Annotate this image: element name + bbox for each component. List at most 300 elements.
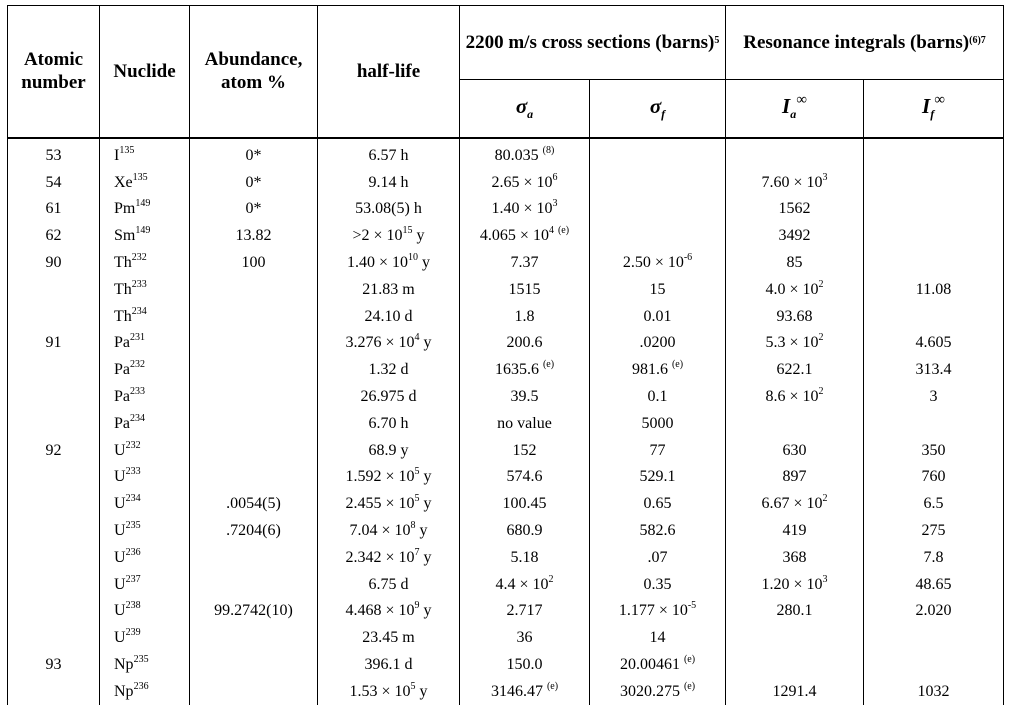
cell-nuclide <box>100 330 190 357</box>
half-life-unit: y <box>418 254 431 272</box>
cell-i-a <box>726 464 864 491</box>
table-row <box>8 223 1004 250</box>
mass-number: 149 <box>135 225 151 237</box>
i-f-value: 48.65 <box>915 575 952 593</box>
i-a-value: 419 <box>782 522 807 540</box>
element-symbol: I <box>114 146 120 164</box>
cell-i-a <box>726 330 864 357</box>
cell-i-a <box>726 678 864 705</box>
cell-sigma-a <box>460 250 590 277</box>
sigma-a-value: 680.9 <box>506 522 543 540</box>
sigma-a-value: 152 <box>512 441 537 459</box>
cell-i-f <box>864 571 1004 598</box>
cell-i-a <box>726 652 864 679</box>
cell-i-f <box>864 250 1004 277</box>
i-f-superscript: ∞ <box>934 92 945 109</box>
cell-half-life <box>318 357 460 384</box>
sigma-a-value: 39.5 <box>510 388 539 406</box>
cell-half-life <box>318 410 460 437</box>
cell-abundance <box>190 464 318 491</box>
cell-nuclide <box>100 625 190 652</box>
cell-z <box>8 303 100 330</box>
cell-z <box>8 652 100 679</box>
cell-z <box>8 491 100 518</box>
cell-half-life <box>318 678 460 705</box>
cell-abundance <box>190 330 318 357</box>
half-life-exponent: 10 <box>408 252 419 264</box>
sigma-f-value: 0.65 <box>643 495 672 513</box>
cell-half-life <box>318 384 460 411</box>
sigma-a-value: 1515 <box>508 280 541 298</box>
element-symbol: Pa <box>114 414 130 432</box>
cell-nuclide <box>100 518 190 545</box>
table-row <box>8 330 1004 357</box>
i-a-exponent: 3 <box>822 171 828 183</box>
sigma-a-value: 4.4 × 10 <box>495 575 549 593</box>
i-a-value: 85 <box>786 254 803 272</box>
i-a-value: 8.6 × 10 <box>765 388 819 406</box>
table-row <box>8 196 1004 223</box>
half-life-value: 9.14 h <box>368 173 409 191</box>
half-life-value: 53.08(5) h <box>355 200 422 218</box>
table-row <box>8 357 1004 384</box>
mass-number: 238 <box>125 600 141 612</box>
cell-abundance <box>190 625 318 652</box>
i-a-value: 6.67 × 10 <box>761 495 823 513</box>
cell-abundance <box>190 196 318 223</box>
header-cross-sections <box>460 6 726 80</box>
mass-number: 232 <box>125 439 141 451</box>
element-symbol: Pa <box>114 334 130 352</box>
half-life-value: 6.70 h <box>368 414 409 432</box>
resonance-note: (6)7 <box>969 35 986 46</box>
cell-i-f <box>864 223 1004 250</box>
mass-number: 231 <box>130 332 145 344</box>
table-row <box>8 303 1004 330</box>
cell-i-a <box>726 518 864 545</box>
cell-abundance <box>190 678 318 705</box>
table-row <box>8 571 1004 598</box>
nuclide-table <box>7 5 1004 705</box>
sigma-a-note: (e) <box>542 359 555 371</box>
cell-i-f <box>864 169 1004 196</box>
mass-number: 234 <box>125 493 141 505</box>
element-symbol: U <box>114 629 126 647</box>
sigma-a-value: 100.45 <box>502 495 547 513</box>
sigma-f-value: 0.35 <box>643 575 672 593</box>
header-resonance <box>726 6 1004 80</box>
cell-z <box>8 410 100 437</box>
cell-z <box>8 357 100 384</box>
cell-sigma-a <box>460 223 590 250</box>
sigma-f-value: 5000 <box>641 414 674 432</box>
sigma-f-symbol: σ <box>649 94 662 119</box>
cell-abundance <box>190 384 318 411</box>
sigma-a-value: 4.065 × 10 <box>479 227 549 245</box>
cell-i-a <box>726 223 864 250</box>
table-row <box>8 491 1004 518</box>
cell-i-a <box>726 491 864 518</box>
sigma-f-value: 15 <box>649 280 666 298</box>
cell-sigma-f <box>590 598 726 625</box>
cell-z <box>8 518 100 545</box>
mass-number: 239 <box>125 627 141 639</box>
cell-sigma-a <box>460 491 590 518</box>
cell-i-a <box>726 625 864 652</box>
cell-z <box>8 330 100 357</box>
cell-abundance <box>190 598 318 625</box>
cell-abundance <box>190 169 318 196</box>
half-life-value: 6.75 d <box>368 575 409 593</box>
sigma-a-value: 1.40 × 10 <box>491 200 553 218</box>
cell-nuclide <box>100 384 190 411</box>
cell-abundance <box>190 357 318 384</box>
cell-i-f <box>864 330 1004 357</box>
cell-i-f <box>864 138 1004 170</box>
half-life-value: >2 × 10 <box>352 227 403 245</box>
table-row <box>8 518 1004 545</box>
cell-nuclide <box>100 464 190 491</box>
z-value: 61 <box>45 200 62 218</box>
table-row <box>8 384 1004 411</box>
header-sigma-f <box>590 80 726 138</box>
abundance-value: .7204(6) <box>226 522 281 540</box>
element-symbol: U <box>114 602 126 620</box>
header-half-life: half-life <box>318 6 460 138</box>
cell-nuclide <box>100 138 190 170</box>
half-life-exponent: 7 <box>414 546 420 558</box>
sigma-a-exponent: 2 <box>548 573 554 585</box>
cell-sigma-f <box>590 464 726 491</box>
cell-abundance <box>190 223 318 250</box>
cell-sigma-f <box>590 223 726 250</box>
mass-number: 135 <box>132 171 148 183</box>
z-value: 54 <box>45 173 62 191</box>
element-symbol: Np <box>114 656 134 674</box>
sigma-f-value: 1.177 × 10 <box>618 602 688 620</box>
cell-i-f <box>864 678 1004 705</box>
cell-z <box>8 138 100 170</box>
mass-number: 233 <box>125 466 141 478</box>
cell-nuclide <box>100 544 190 571</box>
element-symbol: U <box>114 548 126 566</box>
sigma-f-value: 0.1 <box>647 388 668 406</box>
half-life-exponent: 5 <box>414 493 420 505</box>
cell-i-a <box>726 571 864 598</box>
cell-half-life <box>318 223 460 250</box>
i-f-value: 7.8 <box>923 548 944 566</box>
cell-sigma-a <box>460 437 590 464</box>
sigma-f-value: 582.6 <box>639 522 676 540</box>
cell-sigma-f <box>590 625 726 652</box>
z-value: 93 <box>45 656 62 674</box>
cell-z <box>8 571 100 598</box>
cell-sigma-a <box>460 571 590 598</box>
cell-sigma-a <box>460 384 590 411</box>
cell-abundance <box>190 544 318 571</box>
cell-half-life <box>318 491 460 518</box>
cell-i-f <box>864 384 1004 411</box>
i-a-superscript: ∞ <box>796 92 807 109</box>
cell-i-f <box>864 544 1004 571</box>
sigma-f-value: .0200 <box>639 334 676 352</box>
half-life-value: 1.32 d <box>368 361 409 379</box>
i-f-value: 1032 <box>917 682 950 700</box>
table-row <box>8 544 1004 571</box>
cell-nuclide <box>100 652 190 679</box>
i-f-subscript: f <box>930 107 935 122</box>
cell-half-life <box>318 330 460 357</box>
half-life-value: 7.04 × 10 <box>349 522 411 540</box>
cell-sigma-f <box>590 276 726 303</box>
cell-nuclide <box>100 678 190 705</box>
table-row <box>8 276 1004 303</box>
i-f-value: 275 <box>921 522 946 540</box>
mass-number: 234 <box>130 412 145 424</box>
cell-sigma-a <box>460 625 590 652</box>
cell-i-a <box>726 196 864 223</box>
header-i-f <box>864 80 1004 138</box>
cell-half-life <box>318 138 460 170</box>
half-life-exponent: 5 <box>414 466 420 478</box>
i-a-value: 368 <box>782 548 807 566</box>
half-life-unit: y <box>419 602 432 620</box>
cell-i-f <box>864 410 1004 437</box>
sigma-a-symbol: σ <box>515 94 528 119</box>
table-row <box>8 138 1004 170</box>
sigma-a-subscript: a <box>527 107 534 122</box>
sigma-f-value: 77 <box>649 441 666 459</box>
cell-half-life <box>318 571 460 598</box>
cell-sigma-f <box>590 491 726 518</box>
i-a-value: 7.60 × 10 <box>761 173 823 191</box>
sigma-f-value: .07 <box>647 548 668 566</box>
sigma-f-value: 981.6 <box>631 361 668 379</box>
sigma-f-value: 529.1 <box>639 468 676 486</box>
cell-i-f <box>864 491 1004 518</box>
sigma-f-subscript: f <box>661 107 666 122</box>
i-a-exponent: 3 <box>822 573 828 585</box>
cell-sigma-a <box>460 138 590 170</box>
mass-number: 235 <box>125 520 141 532</box>
half-life-exponent: 5 <box>410 680 416 692</box>
cell-half-life <box>318 196 460 223</box>
sigma-a-exponent: 3 <box>552 198 558 210</box>
cell-i-a <box>726 384 864 411</box>
i-f-value: 760 <box>921 468 946 486</box>
sigma-a-value: 3146.47 <box>490 682 543 700</box>
abundance-value: 0* <box>245 200 262 218</box>
table-row <box>8 598 1004 625</box>
z-value: 53 <box>45 146 62 164</box>
cross-sections-label: 2200 m/s cross sections (barns) <box>465 32 715 53</box>
table-row <box>8 250 1004 277</box>
i-f-value: 2.020 <box>915 602 952 620</box>
i-a-value: 630 <box>782 441 807 459</box>
element-symbol: U <box>114 575 126 593</box>
cell-abundance <box>190 410 318 437</box>
sigma-f-note: (e) <box>671 359 684 371</box>
half-life-value: 396.1 d <box>364 656 413 674</box>
mass-number: 235 <box>133 654 149 666</box>
abundance-value: 13.82 <box>235 227 272 245</box>
cell-nuclide <box>100 357 190 384</box>
cell-nuclide <box>100 276 190 303</box>
i-a-value: 3492 <box>778 227 811 245</box>
element-symbol: Np <box>114 682 134 700</box>
cell-z <box>8 223 100 250</box>
cell-nuclide <box>100 571 190 598</box>
sigma-f-value: 20.00461 <box>619 656 680 674</box>
cell-abundance <box>190 250 318 277</box>
i-a-exponent: 2 <box>822 493 828 505</box>
cell-sigma-a <box>460 196 590 223</box>
element-symbol: Pa <box>114 361 130 379</box>
cell-i-a <box>726 437 864 464</box>
element-symbol: Th <box>114 254 132 272</box>
sigma-a-value: 5.18 <box>510 548 539 566</box>
cell-half-life <box>318 518 460 545</box>
sigma-a-value: 1.8 <box>514 307 535 325</box>
sigma-a-value: 36 <box>516 629 533 647</box>
cell-sigma-f <box>590 678 726 705</box>
half-life-exponent: 8 <box>410 520 416 532</box>
abundance-value: 99.2742(10) <box>214 602 293 620</box>
cell-z <box>8 678 100 705</box>
table-row <box>8 437 1004 464</box>
mass-number: 149 <box>135 198 151 210</box>
cell-abundance <box>190 571 318 598</box>
half-life-exponent: 4 <box>414 332 420 344</box>
i-a-exponent: 2 <box>818 386 824 398</box>
table-row <box>8 169 1004 196</box>
cell-nuclide <box>100 196 190 223</box>
half-life-value: 1.592 × 10 <box>345 468 415 486</box>
abundance-value: 100 <box>241 254 266 272</box>
half-life-unit: y <box>415 522 428 540</box>
sigma-a-exponent: 4 <box>548 225 554 237</box>
cell-abundance <box>190 652 318 679</box>
table-row <box>8 652 1004 679</box>
sigma-a-value: 2.717 <box>506 602 543 620</box>
cell-sigma-f <box>590 652 726 679</box>
cell-i-a <box>726 169 864 196</box>
cell-sigma-a <box>460 276 590 303</box>
cell-i-f <box>864 357 1004 384</box>
mass-number: 135 <box>119 144 135 156</box>
sigma-a-value: 7.37 <box>510 254 539 272</box>
i-a-value: 4.0 × 10 <box>765 280 819 298</box>
half-life-value: 4.468 × 10 <box>345 602 415 620</box>
half-life-exponent: 15 <box>402 225 413 237</box>
sigma-a-exponent: 6 <box>552 171 558 183</box>
cell-abundance <box>190 437 318 464</box>
half-life-unit: y <box>412 227 425 245</box>
cell-sigma-f <box>590 384 726 411</box>
cell-i-f <box>864 652 1004 679</box>
cell-abundance <box>190 276 318 303</box>
cell-z <box>8 544 100 571</box>
half-life-unit: y <box>419 334 432 352</box>
cell-sigma-f <box>590 357 726 384</box>
cell-i-f <box>864 276 1004 303</box>
cell-sigma-f <box>590 571 726 598</box>
cell-nuclide <box>100 169 190 196</box>
cell-i-a <box>726 544 864 571</box>
cell-i-f <box>864 625 1004 652</box>
half-life-unit: y <box>419 468 432 486</box>
i-a-value: 93.68 <box>776 307 813 325</box>
element-symbol: U <box>114 495 126 513</box>
half-life-value: 24.10 d <box>364 307 413 325</box>
cell-nuclide <box>100 250 190 277</box>
element-symbol: Th <box>114 280 132 298</box>
half-life-value: 2.342 × 10 <box>345 548 415 566</box>
abundance-value: .0054(5) <box>226 495 281 513</box>
cell-i-f <box>864 598 1004 625</box>
cell-sigma-a <box>460 544 590 571</box>
cell-i-f <box>864 196 1004 223</box>
cell-half-life <box>318 437 460 464</box>
cell-i-f <box>864 464 1004 491</box>
cell-half-life <box>318 625 460 652</box>
cell-i-a <box>726 598 864 625</box>
abundance-value: 0* <box>245 146 262 164</box>
cell-sigma-f <box>590 138 726 170</box>
cell-nuclide <box>100 437 190 464</box>
cell-z <box>8 276 100 303</box>
cell-z <box>8 464 100 491</box>
cell-i-f <box>864 437 1004 464</box>
i-f-value: 313.4 <box>915 361 952 379</box>
i-a-value: 897 <box>782 468 807 486</box>
i-a-value: 280.1 <box>776 602 813 620</box>
sigma-a-value: 200.6 <box>506 334 543 352</box>
element-symbol: Th <box>114 307 132 325</box>
resonance-label: Resonance integrals (barns) <box>743 32 970 53</box>
z-value: 62 <box>45 227 62 245</box>
cross-sections-note: 5 <box>714 35 720 46</box>
cell-i-a <box>726 303 864 330</box>
element-symbol: Pm <box>114 200 136 218</box>
half-life-value: 6.57 h <box>368 146 409 164</box>
mass-number: 236 <box>125 546 141 558</box>
cell-half-life <box>318 169 460 196</box>
cell-half-life <box>318 276 460 303</box>
mass-number: 233 <box>131 278 147 290</box>
sigma-f-note: (e) <box>683 680 696 692</box>
i-f-value: 11.08 <box>915 280 952 298</box>
i-a-subscript: a <box>790 107 797 122</box>
cell-abundance <box>190 303 318 330</box>
cell-i-f <box>864 518 1004 545</box>
i-a-symbol: I <box>782 94 791 119</box>
sigma-a-value: 80.035 <box>494 146 539 164</box>
cell-i-a <box>726 276 864 303</box>
half-life-value: 26.975 d <box>360 388 417 406</box>
cell-i-a <box>726 410 864 437</box>
i-a-value: 1.20 × 10 <box>761 575 823 593</box>
half-life-unit: y <box>419 495 432 513</box>
z-value: 92 <box>45 441 62 459</box>
sigma-a-note: (e) <box>557 225 570 237</box>
cell-nuclide <box>100 410 190 437</box>
cell-sigma-f <box>590 250 726 277</box>
cell-sigma-a <box>460 303 590 330</box>
cell-sigma-a <box>460 598 590 625</box>
cell-z <box>8 250 100 277</box>
cell-z <box>8 437 100 464</box>
